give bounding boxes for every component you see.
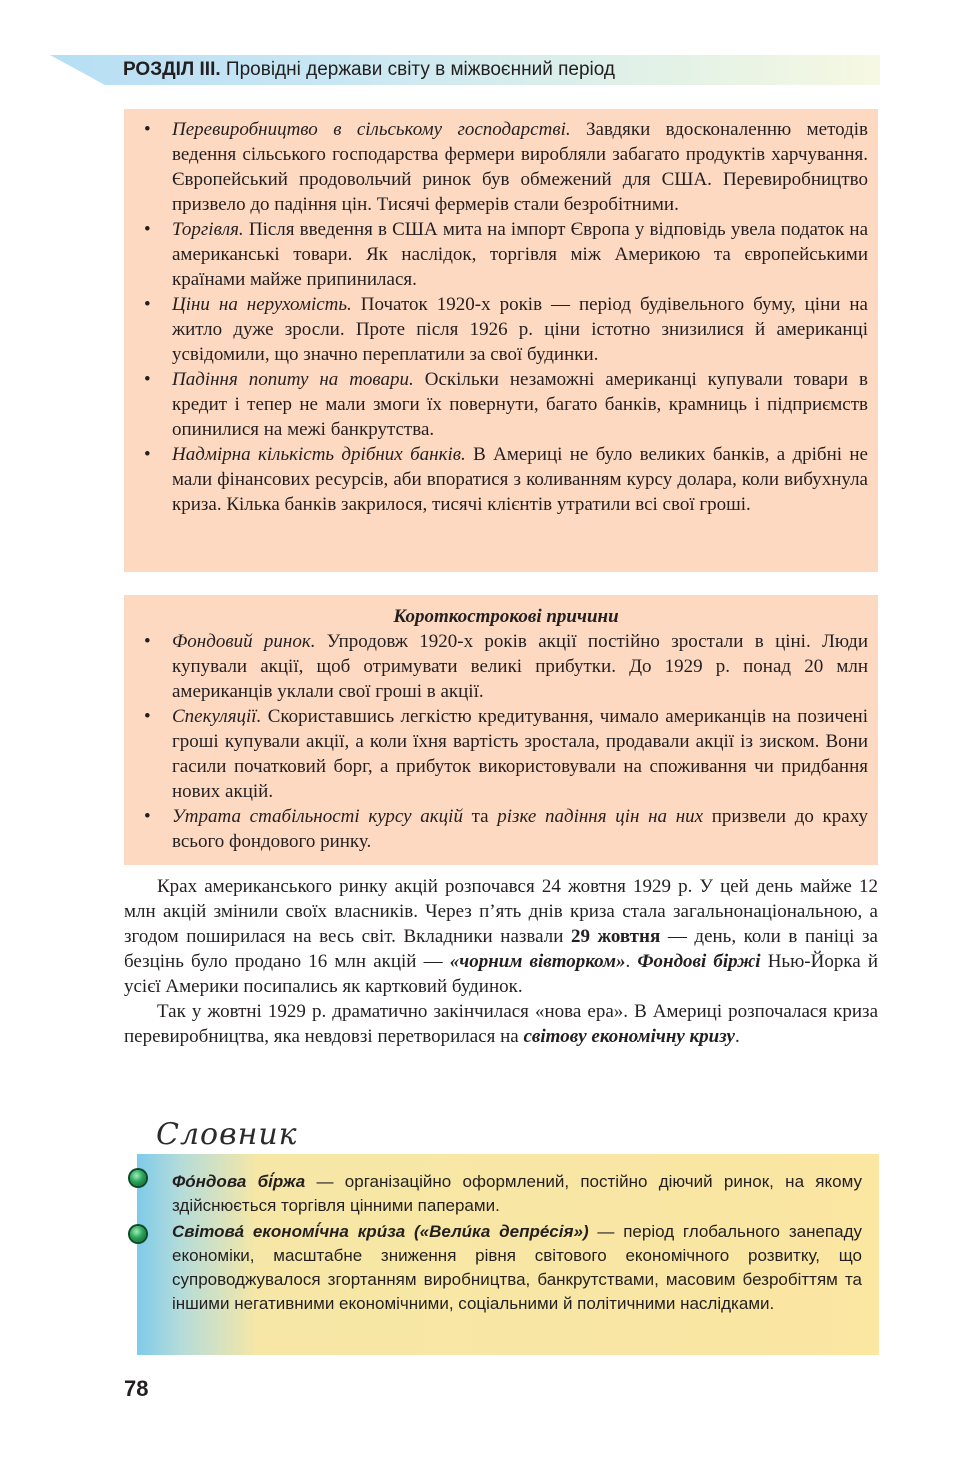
causes-list — [144, 629, 868, 854]
section-header — [123, 58, 615, 82]
box-title: Короткострокові причини — [393, 606, 619, 627]
list-item: • Ціни на нерухомість. Початок 1920-х років — період будівельного буму, ціни на житло дуже зросли. Проте після 1926 р. ціни істотно знизилися й американці усвідомили, що значно переплатили за свої будинки. — [144, 292, 868, 367]
dictionary-entry: Фо́ндова бі́ржа — організаційно оформлений, постійно діючий ринок, на якому здійснюється торгівля цінними паперами. — [172, 1172, 862, 1215]
main-text — [124, 874, 878, 1049]
section-label: РОЗДІЛ ІІІ. — [123, 59, 221, 80]
section-title: Провідні держави світу в міжвоєнний період — [220, 59, 615, 80]
list-item: • Утрата стабільності курсу акцій та різке падіння цін на них призвели до краху всього фондового ринку. — [144, 804, 868, 854]
bullet-dot-icon — [130, 1226, 146, 1242]
list-item: • Торгівля. Після введення в США мита на імпорт Європа у відповідь увела податок на американські товари. Як наслідок, торгівля між Америкою та європейськими країнами майже припинилася. — [144, 217, 868, 292]
long-term-causes-box — [124, 109, 878, 572]
bullet-dot-icon — [130, 1170, 146, 1186]
paragraph: Крах американського ринку акцій розпочався 24 жовтня 1929 р. У цей день майже 12 млн акцій змінили своїх власників. Через п’ять днів криза стала загальнонаціональною, а згодом поширилася на весь світ. Вкладники назвали 29 жовтня — день, коли в паніці за безцінь було продано 16 млн акцій — «чорним вівторком». Фондові біржі Нью-Йорка й усієї Америки посипались як картковий будинок. — [124, 876, 879, 997]
short-term-causes-box — [124, 595, 878, 865]
list-item: • Спекуляції. Скориставшись легкістю кредитування, чимало американців на позичені гроші купували акції, а коли їхня вартість зростала, продавали акції із зиском. Вони гасили початковий борг, а прибуток використовували на споживання чи придбання нових акцій. — [144, 704, 868, 804]
page-number: 78 — [124, 1376, 149, 1401]
dictionary-entry: Світова́ економі́чна кри́за («Вели́ка депре́сія») — період глобального занепаду економіки, масштабне зниження рівня світового економічного розвитку, що супроводжувалося згортанням виробництва, банкрутствами, масовим безробіттям та іншими негативними економічними, соціальними й політичними наслідками. — [172, 1222, 862, 1313]
dictionary-title: Словник — [156, 1117, 298, 1152]
list-item: • Надмірна кількість дрібних банків. В Америці не було великих банків, а дрібні не мали фінансових ресурсів, аби впоратися з коливанням курсу долара, коли вибухнула криза. Кілька банків закрилося, тисячі клієнтів утратили всі свої гроші. — [144, 442, 868, 517]
paragraph: Так у жовтні 1929 р. драматично закінчилася «нова ера». В Америці розпочалася криза перевиробництва, яка невдовзі перетворилася на світову економічну кризу. — [124, 1001, 878, 1047]
list-item: • Падіння попиту на товари. Оскільки незаможні американці купували товари в кредит і тепер не мали змоги їх повернути, багато банків, крамниць і підприємств опинилися на межі банкрутства. — [144, 367, 868, 442]
causes-list — [144, 117, 868, 517]
list-item: • Перевиробництво в сільському господарстві. Завдяки вдосконаленню методів ведення сільського господарства фермери виробляли забагато продуктів харчування. Європейський продовольчий ринок був обмежений для США. Перевиробництво призвело до падіння цін. Тисячі фермерів стали безробітними. — [144, 117, 868, 217]
list-item: • Фондовий ринок. Упродовж 1920-х років акції постійно зростали в ціні. Люди купували акції, щоб отримувати великі прибутки. До 1929 р. понад 20 млн американців уклали свої гроші в акції. — [144, 629, 868, 704]
